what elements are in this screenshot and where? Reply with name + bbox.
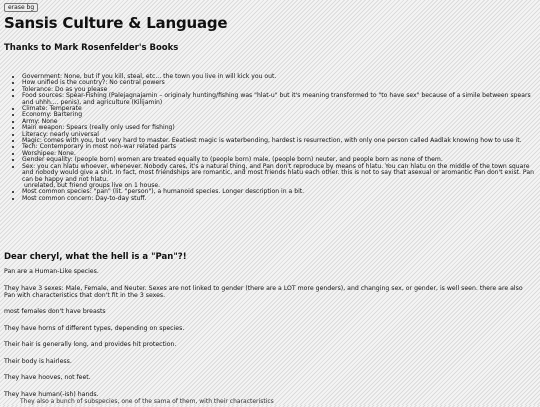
paragraph: They have 3 sexes: Male, Female, and Neuter. Sexes are not linked to gender (there are a LOT more genders), and changing sex, or gender, is well seen. there are also Pan with characteristics that don't fit in the 3 sexes. <box>4 284 523 299</box>
pan-section-heading: Dear cheryl, what the hell is a "Pan"?! <box>4 252 187 262</box>
list-item-text: Sex: you can hlatu whoever, whenever. Nobody cares, it's a natural thing, and Pan don't reproduce by means of hlatu. You can hlatu on the middle of the town square and nobody would give a shit. In fact, most friendships are romantic, and most friends hlatu each other. this is not to say that asexual or aromantic Pan don't exist. Pan can be happy and not hlatu. <box>22 162 534 183</box>
paragraph: They have hooves, not feet. <box>4 374 91 381</box>
list-item: • Most common species: "pan" (lit. "person"), a humanoid species. Longer description in a bit. <box>22 189 536 195</box>
paragraph: They have human(-ish) hands. <box>4 390 99 398</box>
list-item: • Tech: Contemporary in most non-war related parts <box>22 144 536 150</box>
list-item: • Main weapon: Spears (really only used for fishing) <box>22 125 536 131</box>
list-item: • Government: None, but if you kill, steal, etc... the town you live in will kick you out. <box>22 74 536 80</box>
erase-bg-button[interactable]: erase bg <box>4 3 38 12</box>
list-item: • Literacy: nearly universal <box>22 132 536 138</box>
credit-heading: Thanks to Mark Rosenfelder's Books <box>4 43 179 53</box>
list-item: • Worshipee: None. <box>22 151 536 157</box>
list-item <box>22 164 536 190</box>
pan-description <box>4 268 534 407</box>
culture-facts-list <box>20 74 536 202</box>
list-item: • How unified is the country?: No central powers <box>22 80 536 86</box>
list-item: • Tolerance: Do as you please <box>22 87 536 93</box>
list-item: • Climate: Temperate <box>22 106 536 112</box>
page-title: Sansis Culture & Language <box>4 14 228 32</box>
paragraph: Their body is hairless. <box>4 357 72 365</box>
cut-off-text: They also a bunch of subspecies, one of the sama of them, with their characteristics <box>20 398 274 405</box>
paragraph: Their hair is generally long, and provides hit protection. <box>4 341 177 348</box>
list-item: • Magic: comes with you, but very hard to master. Eeatiest magic is waterbending, hardest is resurrection, with only one person called Aadlak knowing how to use it. <box>22 138 536 144</box>
list-item: • Economy: Bartering <box>22 112 536 118</box>
list-item: • Army: None <box>22 119 536 125</box>
paragraph: most females don't have breasts <box>4 308 106 315</box>
list-item: • Most common concern: Day-to-day stuff. <box>22 196 536 202</box>
list-item-subline: unrelated, but friend groups live on 1 house. <box>24 181 161 189</box>
paragraph: Pan are a Human-Like species. <box>4 268 99 275</box>
paragraph: They have horns of different types, depending on species. <box>4 324 185 332</box>
list-item: • Food sources: Spear-Fishing (Palejagnajamin – originaly hunting/fishing was "hlat-u" but it's meaning transformed to "to have sex" because of a simile between spears and uhhh.... penis), and agriculture (Kilijamin) <box>22 93 536 106</box>
list-item: • Gender equality: (people born) women are treated equally to (people born) male, (people born) neuter, and people born as none of them. <box>22 157 536 163</box>
